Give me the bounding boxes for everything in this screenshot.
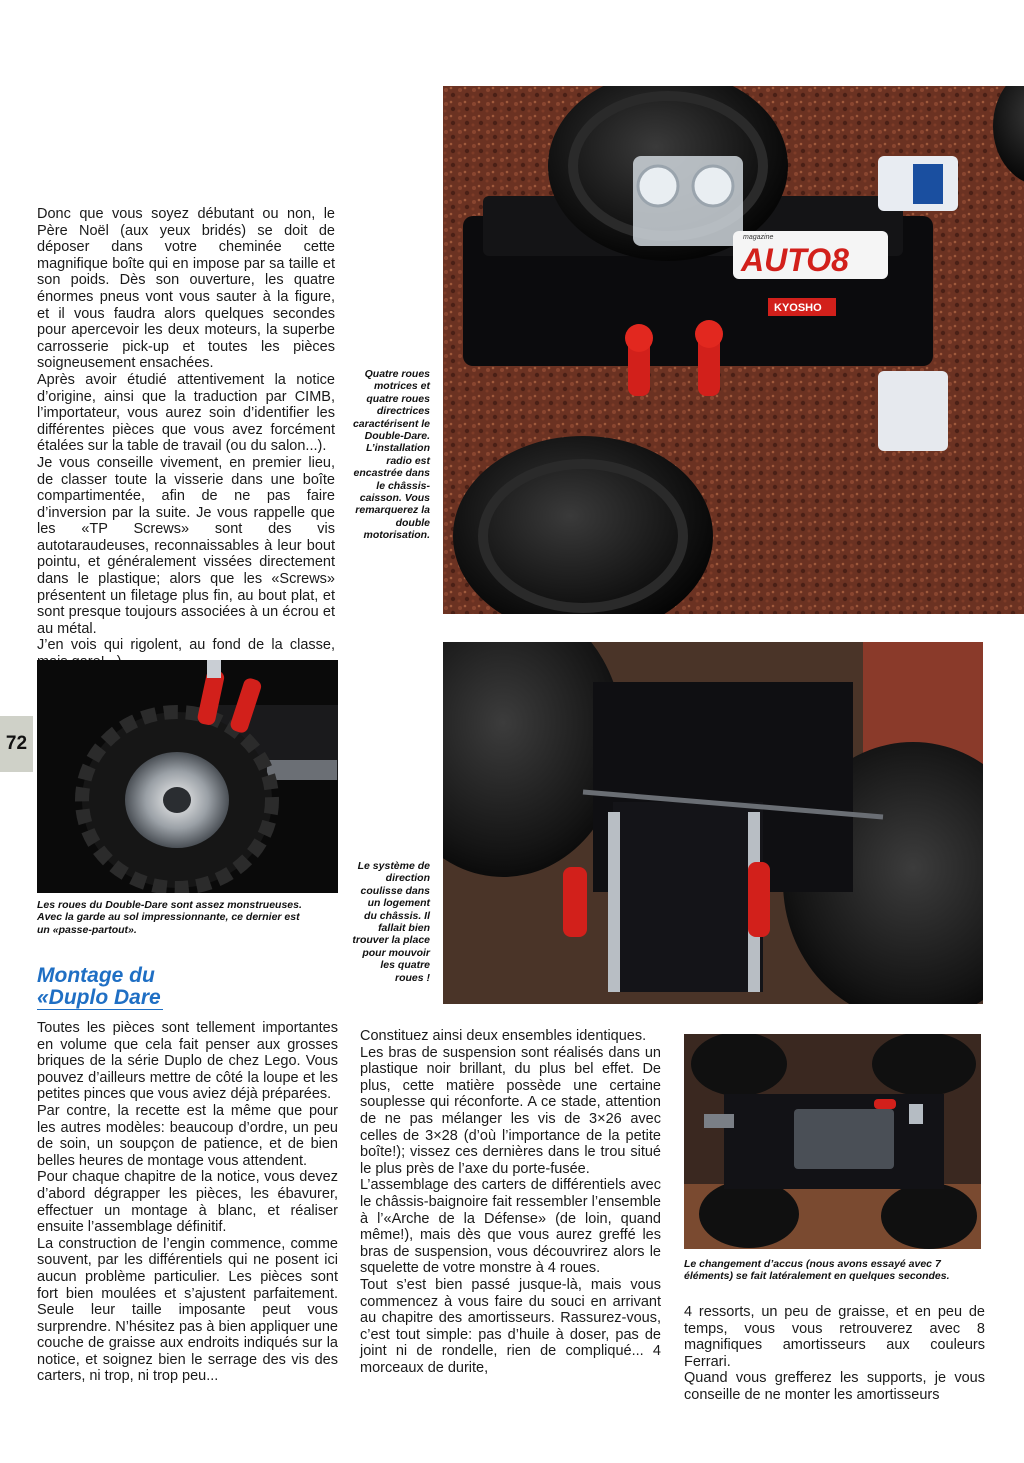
intro-paragraph: J’en vois qui rigolent, au fond de la classe, (37, 637, 335, 654)
section-heading-line1: Montage du (37, 964, 155, 987)
photo-battery (684, 1034, 981, 1249)
page-number: 72 (5, 733, 28, 754)
col3-paragraph: Quand vous grefferez les supports, je vous conseille de ne monter les amortisseurs (684, 1370, 985, 1403)
column-1-text (37, 1020, 338, 1385)
caption-battery-photo: Le changement d’accus (nous avons essayé avec 7 éléments) se fait latéralement en quelques secondes. (684, 1258, 950, 1283)
column-3-text (684, 1304, 985, 1404)
magazine-small-label: magazine (743, 234, 774, 241)
section-heading (37, 965, 287, 1010)
wheel-illustration (37, 660, 338, 893)
steering-illustration (443, 642, 983, 1004)
kyosho-badge: KYOSHO (774, 302, 822, 314)
col3-paragraph: 4 ressorts, un peu de graisse, et en peu de temps, vous vous retrouverez avec 8 magnifiques amortisseurs aux couleurs Ferrari. (684, 1304, 985, 1370)
intro-paragraph: Donc que vous soyez débutant ou non, le Père Noël (aux yeux bridés) se doit de déposer dans votre cheminée cette magnifique boîte qui en impose par sa taille et son poids. Dès son ouverture, les quatre énormes pneus vont vous sauter à la figure, et il vous faudra alors quelques secondes pour apercevoir les deux moteurs, la superbe carrosserie pick-up et toutes les pièces soigneusement ensachées. (37, 206, 335, 372)
caption-steering-photo: Le système de direction coulisse dans un logement du châssis. Il fallait bien trouver la place pour mouvoir les quatre roues ! (352, 860, 430, 984)
col2-paragraph: Constituez ainsi deux ensembles identiques. (360, 1028, 647, 1044)
auto8-logo: AUTO8 (741, 242, 849, 278)
col1-paragraph: La construction de l’engin commence, comme souvent, par les différentiels qui ne posent ici aucun problème particulier. Les pièces sont fort bien moulées et s’ajustent parfaitement. Seule leur taille imposante peut vous surprendre. N’hésitez pas à bien appliquer une couche de graisse aux endroits indiqués sur la notice, et soignez bien le serrage des vis des carters, ni trop, ni trop peu... (37, 1235, 338, 1385)
column-2-text (360, 1028, 661, 1376)
col2-paragraph: Tout s’est bien passé jusque-là, mais vous commencez à vous faire du souci en arrivant au chapitre des amortisseurs. Rassurez-vous, c’est tout simple: pas d’huile à doser, pas de joint ni de rondelle, rien de compliqué... 4 morceaux de durite, (360, 1276, 661, 1376)
intro-paragraph: Après avoir étudié attentivement la notice d’origine, ainsi que la traduction par CIMB, l’importateur, vous aurez soin d’identifier les différentes pièces que vous avez forcément étalées sur la table de travail (ou du salon...). (37, 371, 335, 455)
section-heading-line2: «Duplo Dare (37, 986, 161, 1009)
intro-paragraph: Je vous conseille vivement, en premier lieu, de classer toute la visserie dans une boîte compartimentée, afin de ne pas faire d’inversion par la suite. Je vous rappelle que les «TP Screws» sont des vis autotaraudeuses, reconnaissables à leur bout pointu, et généralement vissées directement dans le plastique; alors que les «Screws» présentent un filetage plus fin, au bout plat, et sont presque toujours associées à un écrou et au métal. (37, 454, 335, 637)
caption-wheel-photo: Les roues du Double-Dare sont assez monstrueuses. Avec la garde au sol impressionnante, ce dernier est un «passe-partout». (37, 899, 302, 936)
intro-text (37, 206, 335, 671)
col2-paragraph: Les bras de suspension sont réalisés dans un plastique noir brillant, du plus bel effet. De plus, cette matière possède une certaine souplesse qui réconforte. A ce stade, attention de ne pas mélanger les vis de 3×26 avec celles de 3×28 (d’où l’importance de la petite boîte!); vissez ces dernières dans le trou situé le plus près de l’axe du porte-fusée. (360, 1044, 661, 1177)
page-number-tab (0, 716, 33, 772)
truck-top-illustration (443, 86, 1024, 614)
caption-top-photo: Quatre roues motrices et quatre roues directrices caractérisent le Double-Dare. L’installation radio est encastrée dans le châssis-caisson. Vous remarquerez la double motorisation. (352, 368, 430, 542)
col1-paragraph: Pour chaque chapitre de la notice, vous devez d’abord dégrapper les pièces, les ébavurer, effectuer un montage à blanc, et réaliser ensuite l’assemblage définitif. (37, 1169, 338, 1236)
photo-steering (443, 642, 983, 1004)
col1-paragraph: Toutes les pièces sont tellement importantes en volume que cela fait penser aux grosses briques de la série Duplo de chez Lego. Vous pouvez d’ailleurs mettre de côté la loupe et les petites pinces que vous aviez déjà préparées. (37, 1020, 338, 1103)
photo-wheel (37, 660, 338, 893)
photo-truck-top (443, 86, 1024, 614)
col2-paragraph: L’assemblage des carters de différentiels avec le châssis-baignoire fait ressembler l’ensemble à l’«Arche de la Défense» (de loin, quand même!), mais dès que vous aurez greffé les bras de suspension, vous découvrirez alors le squelette de votre monstre à 4 roues. (360, 1177, 661, 1277)
col1-paragraph: Par contre, la recette est la même que pour les autres modèles: beaucoup d’ordre, un peu de soin, un soupçon de patience, et de bien belles heures de montage vous attendent. (37, 1102, 338, 1169)
battery-illustration (684, 1034, 981, 1249)
